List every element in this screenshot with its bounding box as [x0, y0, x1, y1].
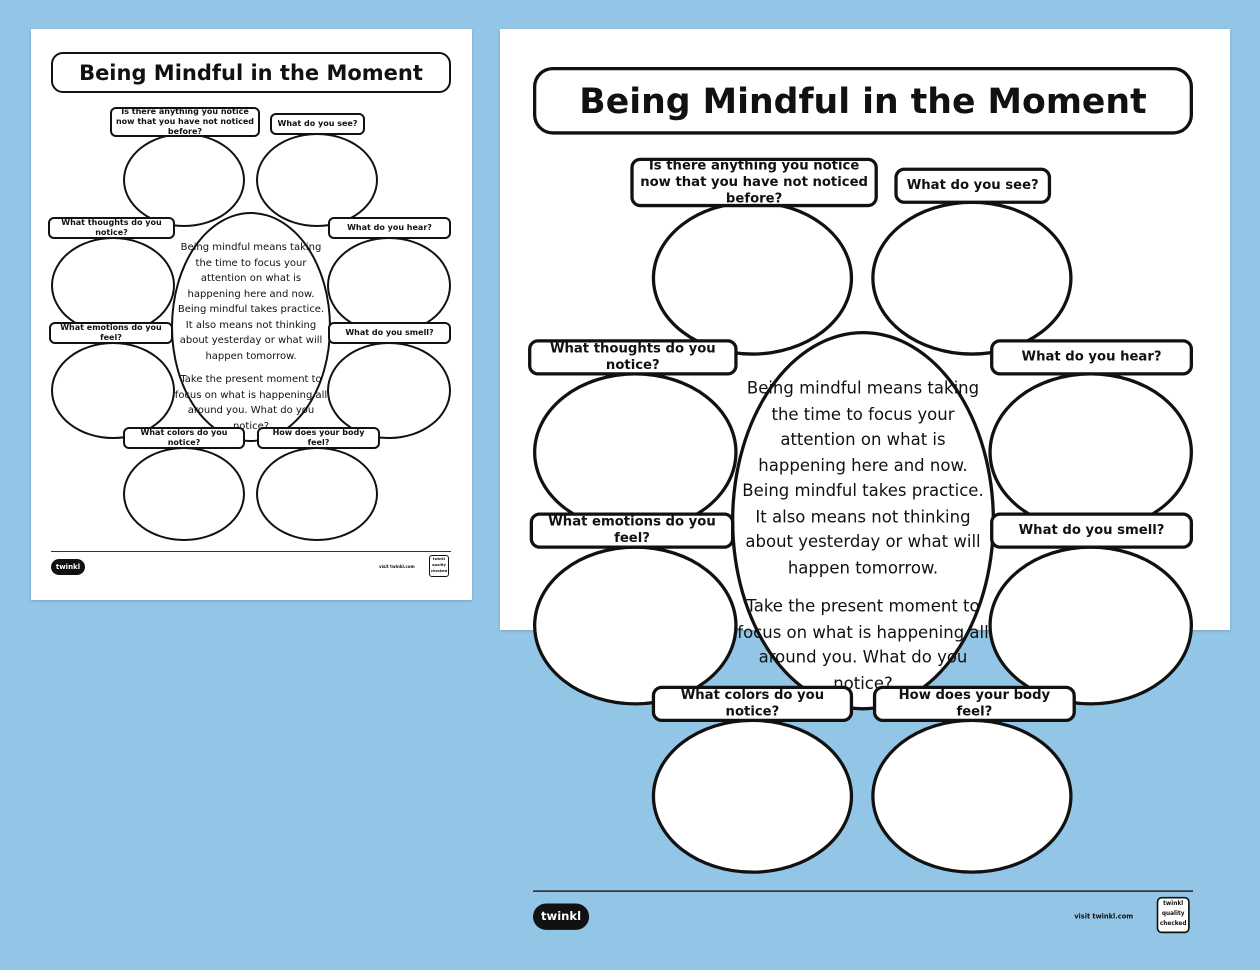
answer-ellipse-see: [256, 133, 378, 227]
twinkl-logo: twinkl: [51, 559, 85, 575]
worksheet-sheet-small: [31, 29, 471, 599]
paragraph-instruction: Take the present moment to focus on what is happening all around you. What do you notice?: [737, 598, 989, 694]
mindfulness-explanation: [734, 377, 991, 710]
website-text: visit twinkl.com: [379, 564, 415, 569]
answer-ellipse-emotions: [51, 342, 175, 439]
footer-divider: [51, 551, 451, 552]
answer-ellipse-hear: [327, 237, 451, 334]
footer-divider: [533, 890, 1193, 892]
prompt-hear: What do you hear?: [990, 339, 1193, 375]
paragraph-definition: Being mindful means taking the time to focus your attention on what is happening here and now. Being mindful takes practice. It also means not thinking about yesterday or what will happen tomorrow.: [177, 242, 325, 362]
answer-ellipse-see: [871, 201, 1072, 356]
prompt-emotions: What emotions do you feel?: [530, 512, 735, 548]
answer-ellipse-thoughts: [51, 237, 175, 334]
prompt-notice: Is there anything you notice now that you have not noticed before?: [110, 107, 260, 137]
worksheet-sheet-zoomed: [500, 29, 1226, 970]
prompt-colors: What colors do you notice?: [123, 427, 245, 449]
prompt-notice: Is there anything you notice now that you have not noticed before?: [630, 158, 878, 208]
worksheet-preview-small: [31, 29, 472, 600]
prompt-smell: What do you smell?: [990, 512, 1193, 548]
prompt-see: What do you see?: [270, 113, 365, 135]
paragraph-definition: Being mindful means taking the time to focus your attention on what is happening here and now. Being mindful takes practice. It also means not thinking about yesterday or what will happen tomorrow.: [742, 380, 984, 578]
prompt-body: How does your body feel?: [873, 686, 1076, 722]
answer-ellipse-notice: [652, 201, 853, 356]
mindfulness-explanation: [173, 240, 329, 442]
worksheet-title: Being Mindful in the Moment: [51, 52, 451, 93]
answer-ellipse-body: [871, 719, 1072, 874]
prompt-colors: What colors do you notice?: [652, 686, 853, 722]
paragraph-instruction: Take the present moment to focus on what is happening all around you. What do you notice?: [174, 374, 328, 432]
quality-badge: twinkl quality checked: [429, 555, 449, 577]
prompt-thoughts: What thoughts do you notice?: [48, 217, 175, 239]
answer-ellipse-body: [256, 447, 378, 541]
answer-ellipse-thoughts: [533, 372, 738, 532]
twinkl-logo: twinkl: [533, 904, 589, 930]
answer-ellipse-smell: [327, 342, 451, 439]
worksheet-title: Being Mindful in the Moment: [533, 67, 1193, 135]
prompt-emotions: What emotions do you feel?: [49, 322, 173, 344]
prompt-hear: What do you hear?: [328, 217, 451, 239]
prompt-see: What do you see?: [894, 168, 1051, 204]
answer-ellipse-emotions: [533, 545, 738, 705]
prompt-thoughts: What thoughts do you notice?: [528, 339, 738, 375]
quality-badge: twinkl quality checked: [1157, 897, 1190, 933]
prompt-smell: What do you smell?: [328, 322, 451, 344]
answer-ellipse-smell: [988, 545, 1193, 705]
answer-ellipse-notice: [123, 133, 245, 227]
website-text: visit twinkl.com: [1074, 911, 1134, 920]
answer-ellipse-hear: [988, 372, 1193, 532]
prompt-body: How does your body feel?: [257, 427, 380, 449]
answer-ellipse-colors: [123, 447, 245, 541]
worksheet-preview-zoomed: [500, 29, 1230, 927]
answer-ellipse-colors: [652, 719, 853, 874]
